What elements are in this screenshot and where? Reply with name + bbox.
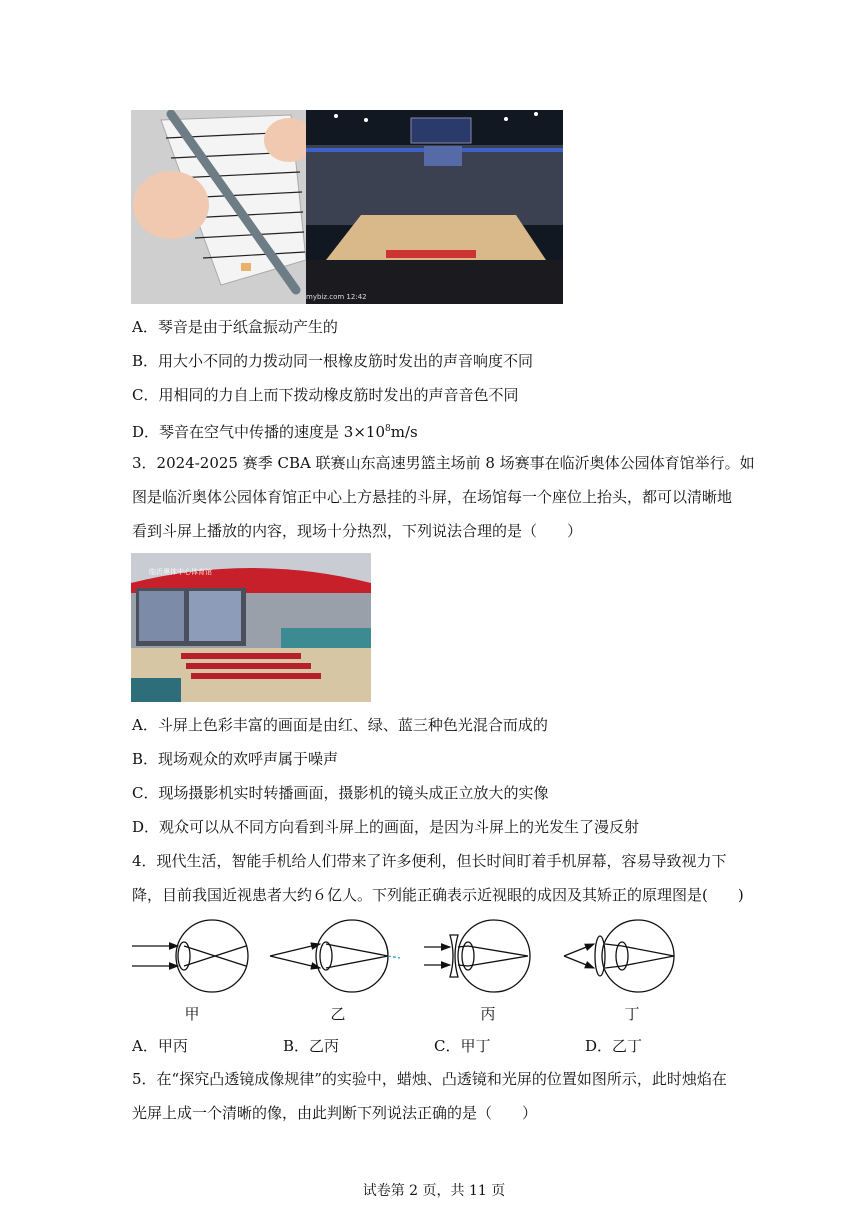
page-footer: 试卷第 2 页，共 11 页 bbox=[362, 1183, 506, 1199]
q2-option-a: A．琴音是由于纸盒振动产生的 bbox=[132, 318, 338, 336]
q3-option-d: D．观众可以从不同方向看到斗屏上的画面，是因为斗屏上的光发生了漫反射 bbox=[132, 818, 640, 836]
q2-option-d-unit: m/s bbox=[390, 423, 418, 441]
q3-stem-line-1: 3．2024-2025 赛季 CBA 联赛山东高速男篮主场前 8 场赛事在临沂奥体公园体育馆举行。如 bbox=[132, 454, 755, 472]
eye-diagrams bbox=[128, 915, 698, 1000]
q3-stem-line-2: 图是临沂奥体公园体育馆正中心上方悬挂的斗屏，在场馆每一个座位上抬头，都可以清晰地 bbox=[132, 488, 733, 506]
q3-option-b: B．现场观众的欢呼声属于噪声 bbox=[132, 750, 339, 768]
photo-arena-basketball bbox=[306, 110, 563, 304]
arena-banner-text: 临沂奥体中心体育馆 bbox=[149, 568, 212, 576]
photo-arena-screen bbox=[131, 553, 371, 702]
q5-stem-line-1: 5．在“探究凸透镜成像规律”的实验中，蜡烛、凸透镜和光屏的位置如图所示，此时烛焰在 bbox=[132, 1070, 727, 1088]
q2-option-d bbox=[132, 419, 418, 442]
q3-option-c: C．现场摄影机实时转播画面，摄影机的镜头成正立放大的实像 bbox=[132, 784, 549, 802]
q2-option-c: C．用相同的力自上而下拨动橡皮筋时发出的声音音色不同 bbox=[132, 386, 519, 404]
q2-option-b: B．用大小不同的力拨动同一根橡皮筋时发出的声音响度不同 bbox=[132, 352, 534, 370]
eye-diagram-bing bbox=[424, 920, 530, 992]
q4-choice-d: D．乙丁 bbox=[585, 1037, 643, 1055]
q4-choice-a: A．甲丙 bbox=[132, 1037, 188, 1055]
rubber-band-box-illustration bbox=[131, 110, 306, 304]
q2-option-d-text: D．琴音在空气中传播的速度是 3×10 bbox=[132, 423, 385, 441]
caption-bing: 丙 bbox=[480, 1005, 496, 1023]
photo-rubber-band-box bbox=[131, 110, 306, 304]
q4-choice-c: C．甲丁 bbox=[434, 1037, 491, 1055]
caption-jia: 甲 bbox=[184, 1005, 200, 1023]
image-watermark: mybiz.com 12:42 bbox=[306, 293, 367, 301]
caption-yi: 乙 bbox=[330, 1005, 346, 1023]
q3-option-a: A．斗屏上色彩丰富的画面是由红、绿、蓝三种色光混合而成的 bbox=[132, 716, 548, 734]
q4-choice-b: B．乙丙 bbox=[283, 1037, 340, 1055]
q2-option-d-exponent: 8 bbox=[385, 424, 391, 434]
arena-illustration bbox=[306, 110, 563, 304]
eye-diagram-yi bbox=[270, 920, 400, 992]
eye-diagram-jia bbox=[132, 920, 248, 992]
caption-ding: 丁 bbox=[624, 1005, 640, 1023]
q5-stem-line-2: 光屏上成一个清晰的像，由此判断下列说法正确的是（ ） bbox=[132, 1104, 538, 1122]
q4-stem-line-2: 降，目前我国近视患者大约６亿人。下列能正确表示近视眼的成因及其矫正的原理图是( ) bbox=[132, 886, 744, 904]
eye-diagram-ding bbox=[564, 920, 674, 992]
q4-stem-line-1: 4．现代生活，智能手机给人们带来了许多便利，但长时间盯着手机屏幕，容易导致视力下 bbox=[132, 852, 727, 870]
q3-stem-line-3: 看到斗屏上播放的内容，现场十分热烈，下列说法合理的是（ ） bbox=[132, 522, 583, 540]
